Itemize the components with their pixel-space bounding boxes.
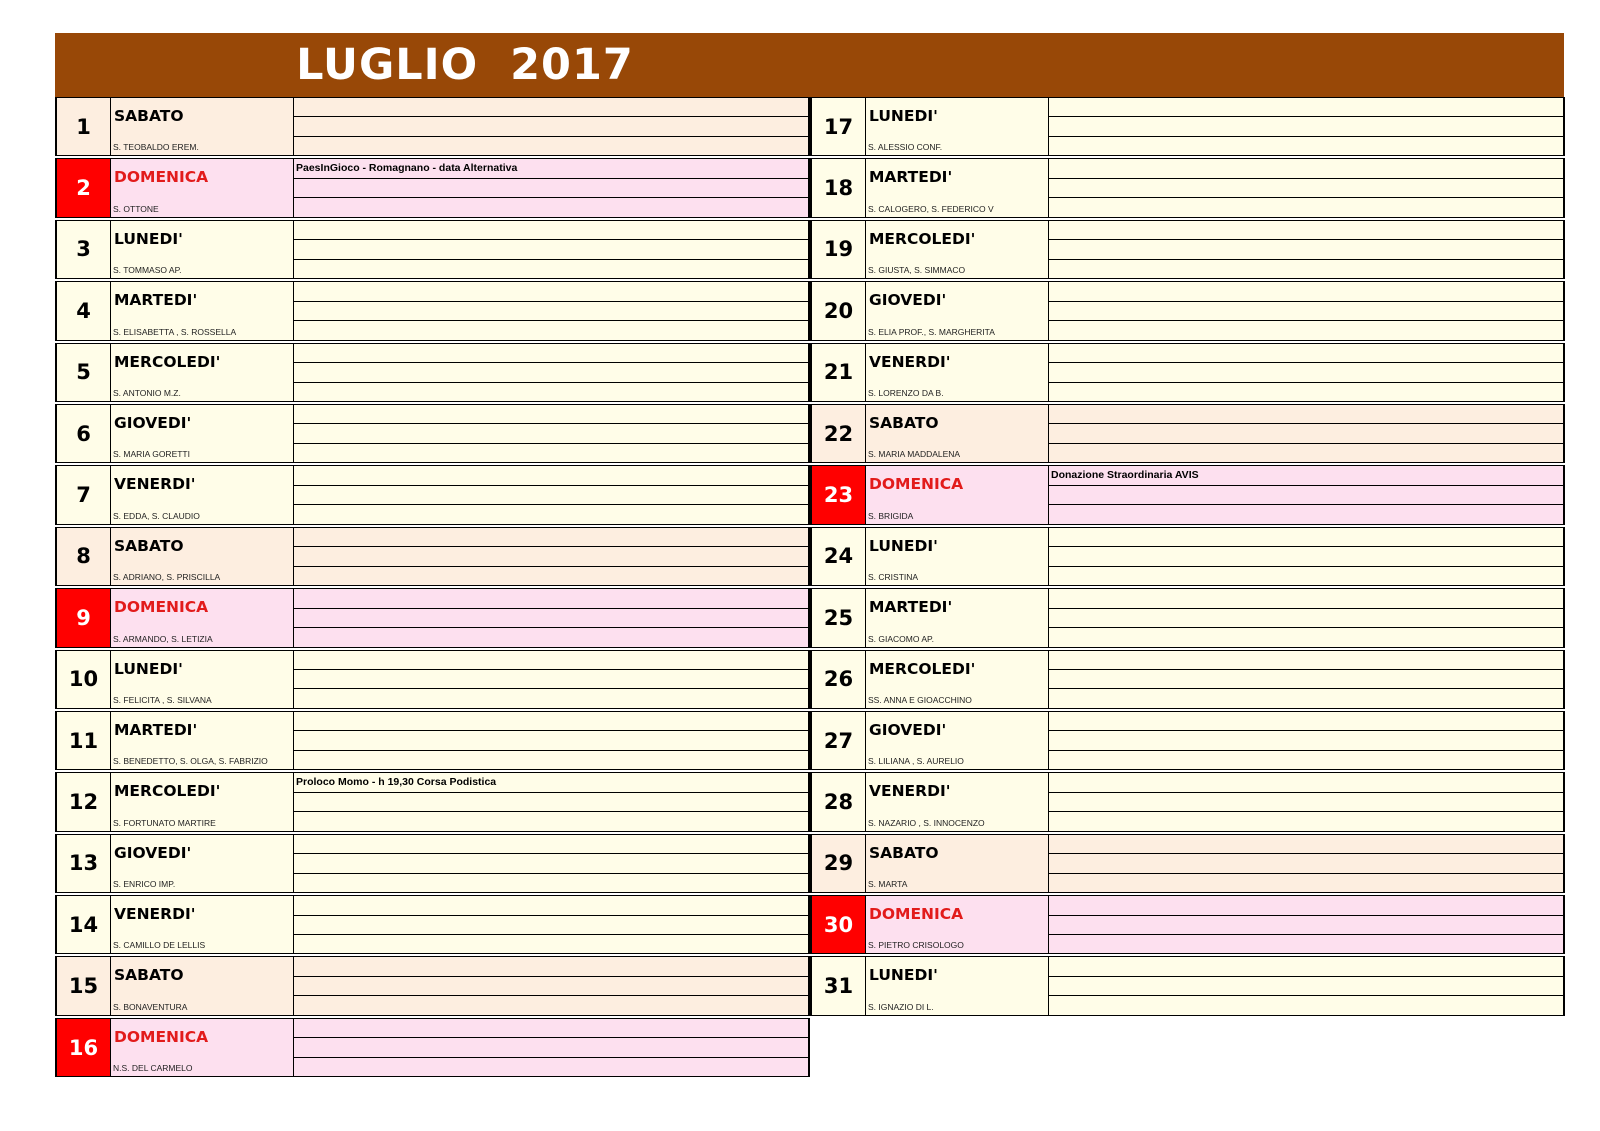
day-info (111, 221, 294, 278)
note-line[interactable] (1049, 383, 1563, 401)
saint-name: S. FORTUNATO MARTIRE (113, 817, 216, 828)
saint-name: S. MARIA MADDALENA (868, 449, 961, 460)
note-line[interactable] (1049, 137, 1563, 155)
note-line[interactable] (1049, 874, 1563, 892)
note-line[interactable] (1049, 712, 1563, 731)
note-line[interactable] (294, 854, 808, 873)
day-info (866, 773, 1049, 830)
notes-area[interactable] (294, 835, 808, 892)
note-line[interactable] (294, 628, 808, 646)
note-line[interactable] (1049, 916, 1563, 935)
day-info (111, 712, 294, 769)
calendar-column-right (810, 97, 1565, 1016)
note-line[interactable] (1049, 793, 1563, 812)
note-line[interactable] (294, 874, 808, 892)
day-info (111, 651, 294, 708)
weekday-name: VENERDI' (114, 905, 196, 924)
day-row (810, 404, 1565, 463)
notes-area[interactable] (294, 712, 808, 769)
weekday-name: LUNEDI' (114, 659, 183, 678)
saint-name: S. ENRICO IMP. (113, 879, 176, 890)
note-line[interactable] (1049, 424, 1563, 443)
day-number: 22 (812, 405, 866, 462)
note-line[interactable] (1049, 159, 1563, 178)
note-line[interactable] (294, 567, 808, 585)
saint-name: N.S. DEL CARMELO (113, 1063, 193, 1074)
day-info (111, 98, 294, 155)
weekday-name: SABATO (869, 413, 939, 432)
day-row (810, 97, 1565, 156)
saint-name: S. TOMMASO AP. (113, 265, 182, 276)
day-row (810, 220, 1565, 279)
day-info (111, 405, 294, 462)
saint-name: S. CRISTINA (868, 572, 919, 583)
weekday-name: DOMENICA (869, 905, 964, 924)
day-info (111, 835, 294, 892)
saint-name: S. BENEDETTO, S. OLGA, S. FABRIZIO (113, 756, 268, 767)
day-info (111, 159, 294, 216)
note-line[interactable] (294, 444, 808, 462)
note-line[interactable] (1049, 567, 1563, 585)
day-row (55, 343, 810, 402)
notes-area[interactable] (294, 405, 808, 462)
day-row (55, 588, 810, 647)
day-row (810, 588, 1565, 647)
notes-area[interactable] (1049, 405, 1563, 462)
note-line[interactable] (1049, 977, 1563, 996)
day-info (111, 896, 294, 953)
day-row (55, 772, 810, 831)
note-line[interactable] (294, 547, 808, 566)
notes-area[interactable] (294, 651, 808, 708)
weekday-name: GIOVEDI' (114, 413, 192, 432)
day-number: 30 (812, 896, 866, 953)
day-row (55, 220, 810, 279)
note-line[interactable] (1049, 302, 1563, 321)
day-info (866, 405, 1049, 462)
day-number: 15 (57, 957, 111, 1014)
note-line[interactable]: Proloco Momo - h 19,30 Corsa Podistica (294, 773, 808, 792)
day-info (866, 466, 1049, 523)
day-info (111, 344, 294, 401)
notes-area[interactable] (1049, 98, 1563, 155)
notes-area[interactable] (1049, 159, 1563, 216)
day-info (866, 896, 1049, 953)
saint-name: S. NAZARIO , S. INNOCENZO (868, 817, 985, 828)
note-line[interactable] (1049, 589, 1563, 608)
day-row (810, 650, 1565, 709)
saint-name: S. ALESSIO CONF. (868, 142, 943, 153)
day-row (810, 834, 1565, 893)
note-line[interactable] (1049, 98, 1563, 117)
saint-name: S. PIETRO CRISOLOGO (868, 940, 964, 951)
note-line[interactable] (1049, 751, 1563, 769)
note-line[interactable] (294, 528, 808, 547)
note-line[interactable] (294, 240, 808, 259)
day-row (55, 97, 810, 156)
note-line[interactable]: Donazione Straordinaria AVIS (1049, 466, 1563, 485)
saint-name: S. ELISABETTA , S. ROSSELLA (113, 326, 237, 337)
day-number: 4 (57, 282, 111, 339)
notes-area[interactable] (294, 98, 808, 155)
saint-name: S. ANTONIO M.Z. (113, 387, 181, 398)
day-number: 10 (57, 651, 111, 708)
notes-area[interactable] (1049, 528, 1563, 585)
note-line[interactable] (1049, 444, 1563, 462)
notes-area[interactable] (294, 159, 808, 216)
note-line[interactable] (294, 651, 808, 670)
note-line[interactable] (1049, 773, 1563, 792)
note-line[interactable] (1049, 854, 1563, 873)
note-line[interactable] (294, 424, 808, 443)
note-line[interactable] (294, 302, 808, 321)
day-row (55, 711, 810, 770)
note-line[interactable] (1049, 812, 1563, 830)
day-number: 12 (57, 773, 111, 830)
note-line[interactable] (1049, 835, 1563, 854)
saint-name: S. LORENZO DA B. (868, 387, 944, 398)
note-line[interactable] (1049, 689, 1563, 707)
note-line[interactable] (294, 935, 808, 953)
day-row (55, 895, 810, 954)
day-number: 8 (57, 528, 111, 585)
note-line[interactable] (294, 793, 808, 812)
day-row (55, 158, 810, 217)
day-number: 24 (812, 528, 866, 585)
note-line[interactable] (294, 977, 808, 996)
note-line[interactable] (1049, 486, 1563, 505)
weekday-name: MARTEDI' (869, 598, 953, 617)
day-number: 27 (812, 712, 866, 769)
day-number: 21 (812, 344, 866, 401)
note-line[interactable] (294, 996, 808, 1014)
note-line[interactable] (294, 896, 808, 915)
note-line[interactable] (294, 405, 808, 424)
note-line[interactable] (294, 609, 808, 628)
day-row (55, 281, 810, 340)
weekday-name: MERCOLEDI' (869, 659, 976, 678)
day-row (55, 404, 810, 463)
saint-name: S. GIACOMO AP. (868, 633, 934, 644)
note-line[interactable] (1049, 628, 1563, 646)
note-line[interactable] (1049, 505, 1563, 523)
day-row (810, 281, 1565, 340)
notes-area[interactable] (294, 466, 808, 523)
day-row (810, 711, 1565, 770)
note-line[interactable] (294, 751, 808, 769)
saint-name: S. ADRIANO, S. PRISCILLA (113, 572, 221, 583)
day-info (111, 589, 294, 646)
notes-area[interactable] (1049, 651, 1563, 708)
weekday-name: GIOVEDI' (869, 291, 947, 310)
note-line[interactable] (294, 731, 808, 750)
note-line[interactable] (1049, 547, 1563, 566)
note-line[interactable] (294, 179, 808, 198)
note-line[interactable] (294, 117, 808, 136)
day-info (111, 528, 294, 585)
day-number: 16 (57, 1019, 111, 1076)
saint-name: S. FELICITA , S. SILVANA (113, 694, 212, 705)
weekday-name: SABATO (114, 536, 184, 555)
note-line[interactable] (1049, 670, 1563, 689)
day-number: 11 (57, 712, 111, 769)
weekday-name: MARTEDI' (869, 168, 953, 187)
day-row (810, 158, 1565, 217)
day-info (111, 957, 294, 1014)
day-number: 29 (812, 835, 866, 892)
day-row (55, 650, 810, 709)
note-line[interactable] (1049, 528, 1563, 547)
note-line[interactable] (1049, 651, 1563, 670)
notes-area[interactable] (294, 589, 808, 646)
day-number: 18 (812, 159, 866, 216)
note-line[interactable] (294, 589, 808, 608)
day-info (866, 589, 1049, 646)
day-number: 23 (812, 466, 866, 523)
weekday-name: SABATO (869, 843, 939, 862)
notes-area[interactable] (1049, 466, 1563, 523)
day-info (866, 651, 1049, 708)
notes-area[interactable] (1049, 957, 1563, 1014)
day-info (866, 159, 1049, 216)
weekday-name: LUNEDI' (869, 966, 938, 985)
note-line[interactable] (294, 812, 808, 830)
day-number: 26 (812, 651, 866, 708)
weekday-name: SABATO (114, 107, 184, 125)
saint-name: S. OTTONE (113, 203, 159, 214)
saint-name: S. EDDA, S. CLAUDIO (113, 510, 200, 521)
weekday-name: GIOVEDI' (869, 720, 947, 739)
notes-area[interactable] (294, 282, 808, 339)
year-label: 2017 (510, 40, 634, 90)
day-row (810, 343, 1565, 402)
day-number: 19 (812, 221, 866, 278)
day-number: 7 (57, 466, 111, 523)
calendar-header (55, 33, 1564, 97)
weekday-name: DOMENICA (114, 598, 209, 617)
weekday-name: LUNEDI' (114, 229, 183, 248)
weekday-name: SABATO (114, 966, 184, 985)
note-line[interactable] (1049, 935, 1563, 953)
notes-area[interactable] (1049, 712, 1563, 769)
note-line[interactable] (1049, 282, 1563, 301)
note-line[interactable] (294, 198, 808, 216)
note-line[interactable] (294, 1058, 808, 1076)
day-row (55, 956, 810, 1015)
note-line[interactable] (1049, 731, 1563, 750)
note-line[interactable] (1049, 363, 1563, 382)
day-row (55, 527, 810, 586)
day-row (55, 465, 810, 524)
day-info (866, 282, 1049, 339)
day-info (866, 712, 1049, 769)
notes-area[interactable] (1049, 589, 1563, 646)
weekday-name: LUNEDI' (869, 536, 938, 555)
note-line[interactable] (294, 957, 808, 976)
day-number: 5 (57, 344, 111, 401)
notes-area[interactable] (294, 528, 808, 585)
saint-name: S. CAMILLO DE LELLIS (113, 940, 206, 951)
saint-name: S. ELIA PROF., S. MARGHERITA (868, 326, 995, 337)
page-title (255, 39, 675, 91)
note-line[interactable] (294, 466, 808, 485)
weekday-name: DOMENICA (114, 168, 209, 187)
weekday-name: MERCOLEDI' (869, 229, 976, 248)
weekday-name: MERCOLEDI' (114, 782, 221, 801)
notes-area[interactable] (1049, 344, 1563, 401)
day-info (866, 957, 1049, 1014)
note-line[interactable] (294, 486, 808, 505)
day-row (810, 956, 1565, 1015)
note-line[interactable] (294, 321, 808, 339)
weekday-name: GIOVEDI' (114, 843, 192, 862)
day-number: 2 (57, 159, 111, 216)
note-line[interactable] (1049, 609, 1563, 628)
notes-area[interactable] (294, 773, 808, 830)
note-line[interactable] (1049, 240, 1563, 259)
day-number: 28 (812, 773, 866, 830)
notes-area[interactable] (1049, 835, 1563, 892)
day-row (810, 527, 1565, 586)
saint-name: S. BONAVENTURA (113, 1001, 188, 1012)
day-number: 20 (812, 282, 866, 339)
notes-area[interactable] (1049, 221, 1563, 278)
weekday-name: MARTEDI' (114, 720, 198, 739)
notes-area[interactable] (294, 957, 808, 1014)
day-number: 3 (57, 221, 111, 278)
note-line[interactable] (294, 1038, 808, 1057)
note-line[interactable] (294, 1019, 808, 1038)
note-line[interactable] (1049, 221, 1563, 240)
note-line[interactable] (1049, 260, 1563, 278)
notes-area[interactable] (294, 896, 808, 953)
day-row (810, 772, 1565, 831)
note-line[interactable] (1049, 957, 1563, 976)
day-info (111, 466, 294, 523)
note-line[interactable] (1049, 405, 1563, 424)
note-line[interactable] (1049, 896, 1563, 915)
saint-name: S. MARTA (868, 879, 908, 890)
saint-name: S. CALOGERO, S. FEDERICO V (868, 203, 994, 214)
note-line[interactable] (294, 916, 808, 935)
day-info (111, 282, 294, 339)
weekday-name: VENERDI' (869, 782, 951, 801)
saint-name: S. IGNAZIO DI L. (868, 1001, 934, 1012)
day-number: 6 (57, 405, 111, 462)
note-line[interactable] (294, 282, 808, 301)
saint-name: S. MARIA GORETTI (113, 449, 190, 460)
saint-name: S. GIUSTA, S. SIMMACO (868, 265, 966, 276)
day-info (866, 344, 1049, 401)
day-row (55, 1018, 810, 1077)
day-row (810, 895, 1565, 954)
day-info (111, 1019, 294, 1076)
calendar-column-left (55, 97, 810, 1077)
weekday-name: VENERDI' (114, 475, 196, 494)
note-line[interactable] (294, 670, 808, 689)
day-number: 9 (57, 589, 111, 646)
day-row (55, 834, 810, 893)
note-line[interactable] (1049, 117, 1563, 136)
note-line[interactable] (294, 137, 808, 155)
day-row (810, 465, 1565, 524)
month-label: LUGLIO (296, 40, 479, 90)
day-number: 13 (57, 835, 111, 892)
day-info (866, 98, 1049, 155)
weekday-name: VENERDI' (869, 352, 951, 371)
note-line[interactable]: PaesInGioco - Romagnano - data Alternativa (294, 159, 808, 178)
note-line[interactable] (294, 221, 808, 240)
day-number: 17 (812, 98, 866, 155)
saint-name: SS. ANNA E GIOACCHINO (868, 694, 972, 705)
note-line[interactable] (294, 363, 808, 382)
note-line[interactable] (1049, 321, 1563, 339)
note-line[interactable] (1049, 198, 1563, 216)
saint-name: S. TEOBALDO EREM. (113, 142, 199, 153)
weekday-name: MARTEDI' (114, 291, 198, 310)
note-line[interactable] (294, 98, 808, 117)
day-number: 25 (812, 589, 866, 646)
note-line[interactable] (1049, 179, 1563, 198)
day-number: 14 (57, 896, 111, 953)
note-line[interactable] (294, 344, 808, 363)
saint-name: S. BRIGIDA (868, 510, 914, 521)
weekday-name: DOMENICA (869, 475, 964, 494)
day-number: 31 (812, 957, 866, 1014)
note-line[interactable] (1049, 996, 1563, 1014)
note-line[interactable] (294, 835, 808, 854)
notes-area[interactable] (1049, 896, 1563, 953)
notes-area[interactable] (294, 221, 808, 278)
notes-area[interactable] (1049, 282, 1563, 339)
note-line[interactable] (294, 505, 808, 523)
weekday-name: MERCOLEDI' (114, 352, 221, 371)
note-line[interactable] (294, 260, 808, 278)
day-info (866, 221, 1049, 278)
weekday-name: LUNEDI' (869, 107, 938, 125)
note-line[interactable] (294, 712, 808, 731)
notes-area[interactable] (294, 1019, 808, 1076)
saint-name: S. ARMANDO, S. LETIZIA (113, 633, 213, 644)
notes-area[interactable] (294, 344, 808, 401)
note-line[interactable] (1049, 344, 1563, 363)
day-number: 1 (57, 98, 111, 155)
notes-area[interactable] (1049, 773, 1563, 830)
note-line[interactable] (294, 689, 808, 707)
weekday-name: DOMENICA (114, 1027, 209, 1046)
saint-name: S. LILIANA , S. AURELIO (868, 756, 964, 767)
day-info (866, 528, 1049, 585)
day-info (111, 773, 294, 830)
note-line[interactable] (294, 383, 808, 401)
day-info (866, 835, 1049, 892)
